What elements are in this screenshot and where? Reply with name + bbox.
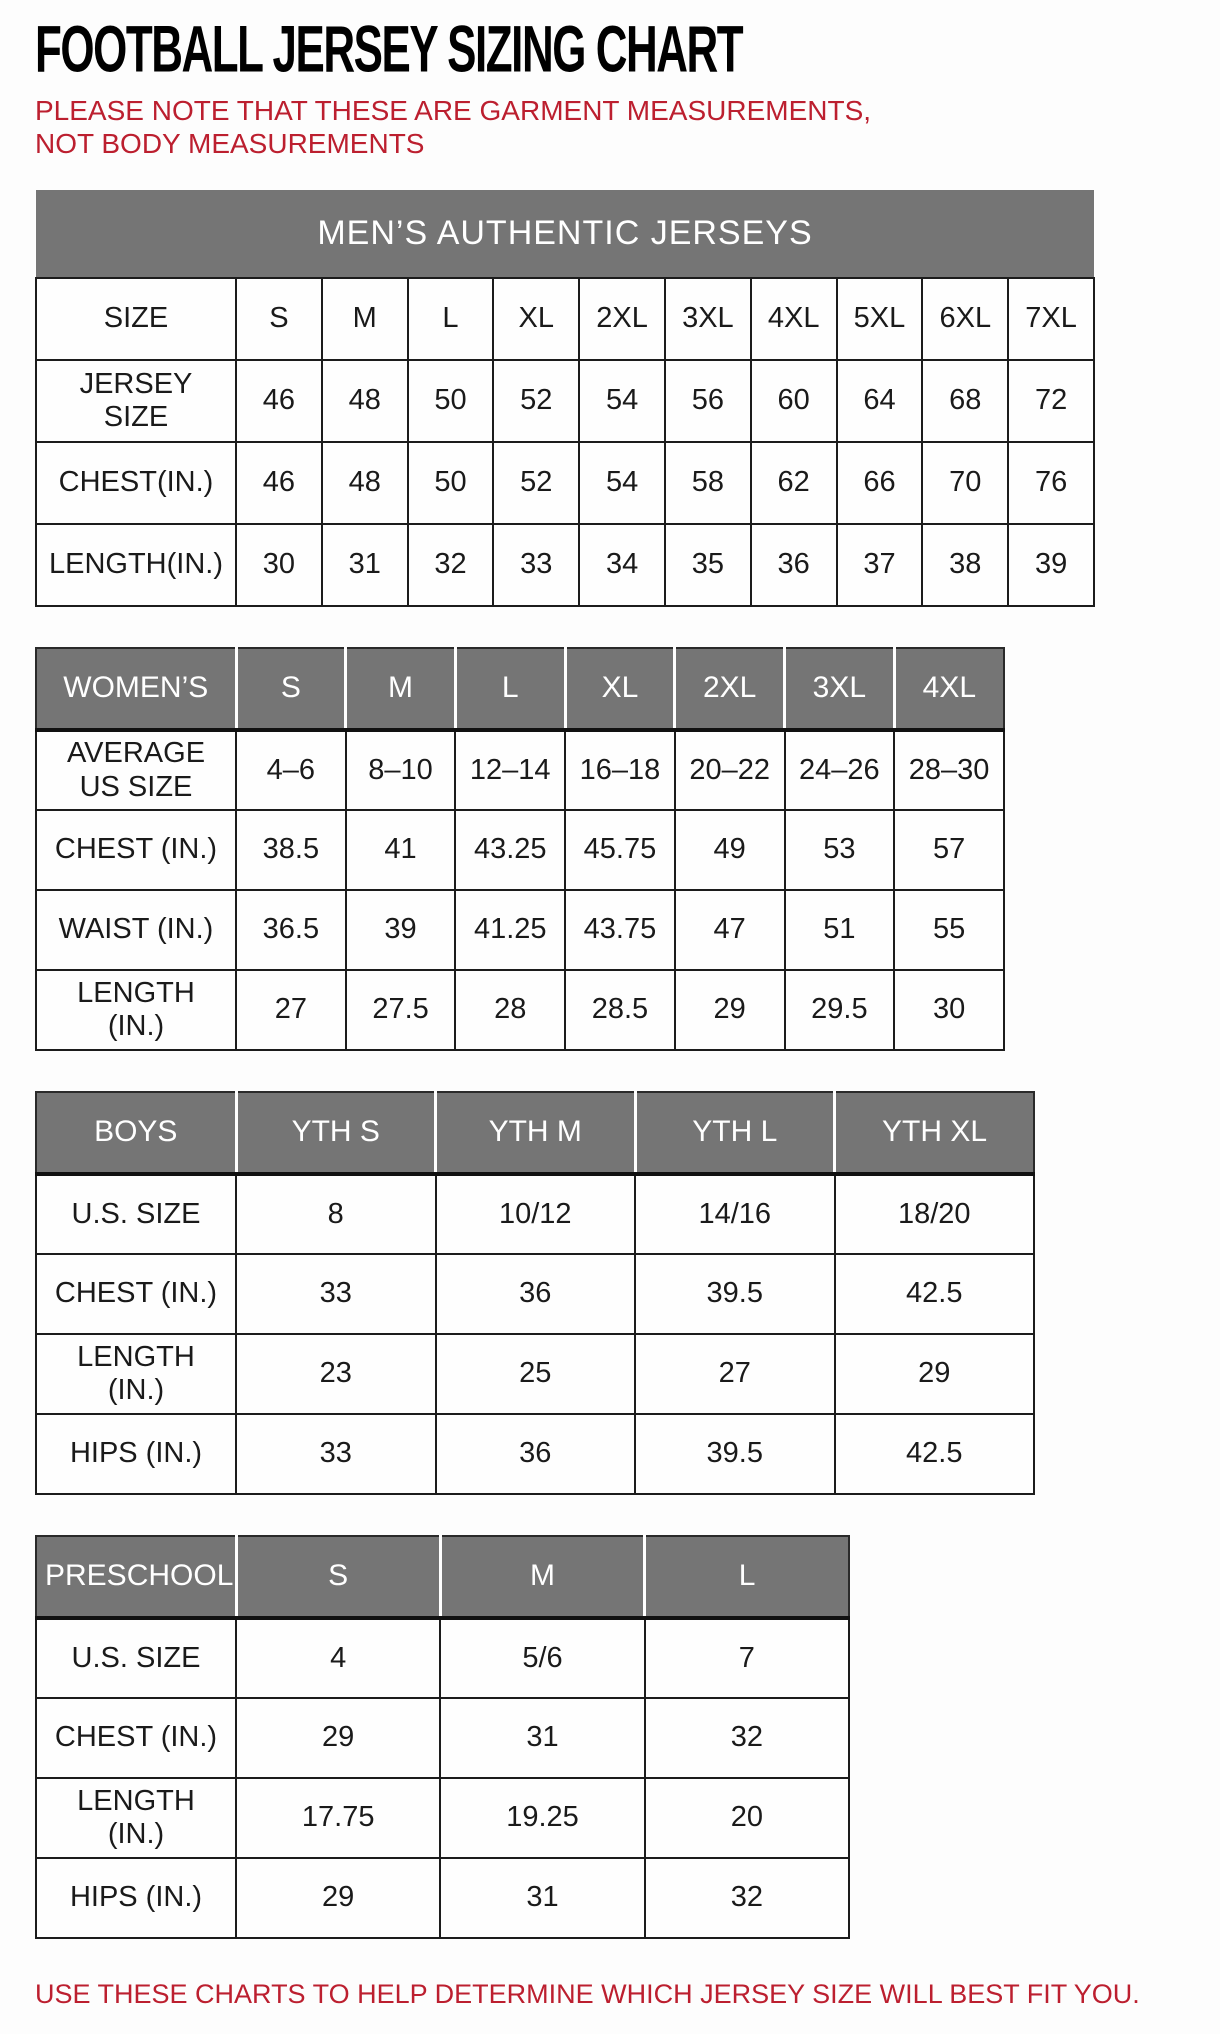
preschool-jerseys-table bbox=[35, 1535, 850, 1939]
measurement-value: 36 bbox=[436, 1254, 636, 1334]
measurement-value: 34 bbox=[579, 524, 665, 606]
measurement-value: 28–30 bbox=[894, 730, 1004, 810]
measurement-value: 48 bbox=[322, 442, 408, 524]
measurement-label: LENGTH (IN.) bbox=[36, 970, 236, 1050]
measurement-value: 8–10 bbox=[346, 730, 456, 810]
measurement-value: 39.5 bbox=[635, 1414, 835, 1494]
measurement-value: 68 bbox=[922, 360, 1008, 442]
header-row-label: BOYS bbox=[36, 1092, 236, 1174]
size-column-header: 3XL bbox=[665, 278, 751, 360]
measurement-value: 32 bbox=[408, 524, 494, 606]
measurement-row bbox=[36, 1698, 849, 1778]
measurement-value: 36 bbox=[436, 1414, 636, 1494]
measurement-value: 24–26 bbox=[785, 730, 895, 810]
measurement-value: 35 bbox=[665, 524, 751, 606]
measurement-value: 45.75 bbox=[565, 810, 675, 890]
measurement-label: LENGTH(IN.) bbox=[36, 524, 236, 606]
measurement-row bbox=[36, 970, 1004, 1050]
size-column-header: 5XL bbox=[837, 278, 923, 360]
measurement-value: 18/20 bbox=[835, 1174, 1035, 1254]
measurement-value: 31 bbox=[440, 1698, 644, 1778]
measurement-value: 36 bbox=[751, 524, 837, 606]
measurement-value: 30 bbox=[236, 524, 322, 606]
measurement-value: 27 bbox=[635, 1334, 835, 1414]
measurement-value: 7 bbox=[645, 1618, 849, 1698]
measurement-label: CHEST (IN.) bbox=[36, 1254, 236, 1334]
size-column-header: YTH S bbox=[236, 1092, 436, 1174]
measurement-value: 19.25 bbox=[440, 1778, 644, 1858]
measurement-value: 54 bbox=[579, 442, 665, 524]
measurement-value: 46 bbox=[236, 442, 322, 524]
size-column-header: M bbox=[440, 1536, 644, 1618]
measurement-value: 53 bbox=[785, 810, 895, 890]
measurement-value: 64 bbox=[837, 360, 923, 442]
measurement-label: AVERAGE US SIZE bbox=[36, 730, 236, 810]
measurement-label: JERSEY SIZE bbox=[36, 360, 236, 442]
size-column-header: 7XL bbox=[1008, 278, 1094, 360]
measurement-value: 43.25 bbox=[455, 810, 565, 890]
header-row-label: PRESCHOOL bbox=[36, 1536, 236, 1618]
measurement-value: 72 bbox=[1008, 360, 1094, 442]
measurement-row bbox=[36, 1858, 849, 1938]
measurement-row bbox=[36, 810, 1004, 890]
measurement-row bbox=[36, 890, 1004, 970]
measurement-value: 52 bbox=[493, 360, 579, 442]
measurement-value: 4–6 bbox=[236, 730, 346, 810]
size-column-header: YTH L bbox=[635, 1092, 835, 1174]
size-column-header: XL bbox=[493, 278, 579, 360]
measurement-value: 60 bbox=[751, 360, 837, 442]
measurement-label: LENGTH (IN.) bbox=[36, 1778, 236, 1858]
measurement-value: 32 bbox=[645, 1698, 849, 1778]
measurement-value: 28 bbox=[455, 970, 565, 1050]
measurement-value: 41 bbox=[346, 810, 456, 890]
measurement-row bbox=[36, 524, 1094, 606]
measurement-label: LENGTH (IN.) bbox=[36, 1334, 236, 1414]
table-banner: MEN’S AUTHENTIC JERSEYS bbox=[36, 190, 1094, 278]
size-column-header: XL bbox=[565, 648, 675, 730]
measurement-value: 62 bbox=[751, 442, 837, 524]
measurement-value: 39 bbox=[1008, 524, 1094, 606]
measurement-value: 56 bbox=[665, 360, 751, 442]
measurement-value: 4 bbox=[236, 1618, 440, 1698]
measurement-label: HIPS (IN.) bbox=[36, 1414, 236, 1494]
measurement-value: 14/16 bbox=[635, 1174, 835, 1254]
measurement-row bbox=[36, 360, 1094, 442]
measurement-value: 70 bbox=[922, 442, 1008, 524]
measurement-row bbox=[36, 1334, 1034, 1414]
measurement-label: CHEST(IN.) bbox=[36, 442, 236, 524]
measurement-value: 33 bbox=[493, 524, 579, 606]
size-column-header: 4XL bbox=[751, 278, 837, 360]
measurement-value: 66 bbox=[837, 442, 923, 524]
measurement-row bbox=[36, 1254, 1034, 1334]
measurement-value: 39 bbox=[346, 890, 456, 970]
measurement-value: 29 bbox=[675, 970, 785, 1050]
header-row-label: SIZE bbox=[36, 278, 236, 360]
measurement-row bbox=[36, 1414, 1034, 1494]
size-header-row bbox=[36, 648, 1004, 730]
measurement-value: 42.5 bbox=[835, 1414, 1035, 1494]
measurement-value: 52 bbox=[493, 442, 579, 524]
measurement-value: 48 bbox=[322, 360, 408, 442]
size-column-header: S bbox=[236, 1536, 440, 1618]
measurement-label: U.S. SIZE bbox=[36, 1174, 236, 1254]
measurement-value: 8 bbox=[236, 1174, 436, 1254]
measurement-value: 27.5 bbox=[346, 970, 456, 1050]
measurement-value: 42.5 bbox=[835, 1254, 1035, 1334]
measurement-value: 76 bbox=[1008, 442, 1094, 524]
header-row-label: WOMEN’S bbox=[36, 648, 236, 730]
measurement-value: 57 bbox=[894, 810, 1004, 890]
size-column-header: M bbox=[322, 278, 408, 360]
size-column-header: YTH M bbox=[436, 1092, 636, 1174]
measurement-value: 12–14 bbox=[455, 730, 565, 810]
measurement-value: 43.75 bbox=[565, 890, 675, 970]
size-column-header: 2XL bbox=[675, 648, 785, 730]
size-column-header: L bbox=[408, 278, 494, 360]
measurement-value: 33 bbox=[236, 1254, 436, 1334]
measurement-value: 27 bbox=[236, 970, 346, 1050]
mens-authentic-jerseys-table bbox=[35, 190, 1095, 607]
size-column-header: 2XL bbox=[579, 278, 665, 360]
size-header-row bbox=[36, 1092, 1034, 1174]
measurement-label: WAIST (IN.) bbox=[36, 890, 236, 970]
size-column-header: L bbox=[455, 648, 565, 730]
measurement-value: 51 bbox=[785, 890, 895, 970]
garment-measurement-note: PLEASE NOTE THAT THESE ARE GARMENT MEASUREMENTS, NOT BODY MEASUREMENTS bbox=[35, 95, 872, 160]
page-title: FOOTBALL JERSEY SIZING CHART bbox=[35, 12, 743, 86]
measurement-value: 17.75 bbox=[236, 1778, 440, 1858]
boys-jerseys-table bbox=[35, 1091, 1035, 1495]
measurement-value: 29 bbox=[835, 1334, 1035, 1414]
measurement-value: 30 bbox=[894, 970, 1004, 1050]
measurement-value: 5/6 bbox=[440, 1618, 644, 1698]
measurement-row bbox=[36, 442, 1094, 524]
size-column-header: 6XL bbox=[922, 278, 1008, 360]
size-column-header: S bbox=[236, 648, 346, 730]
measurement-value: 36.5 bbox=[236, 890, 346, 970]
measurement-value: 16–18 bbox=[565, 730, 675, 810]
size-column-header: YTH XL bbox=[835, 1092, 1035, 1174]
size-column-header: L bbox=[645, 1536, 849, 1618]
womens-jerseys-table bbox=[35, 647, 1005, 1051]
measurement-row bbox=[36, 730, 1004, 810]
measurement-value: 50 bbox=[408, 442, 494, 524]
measurement-value: 38 bbox=[922, 524, 1008, 606]
measurement-value: 33 bbox=[236, 1414, 436, 1494]
measurement-value: 29.5 bbox=[785, 970, 895, 1050]
measurement-value: 29 bbox=[236, 1698, 440, 1778]
measurement-value: 20–22 bbox=[675, 730, 785, 810]
size-column-header: 4XL bbox=[894, 648, 1004, 730]
measurement-value: 28.5 bbox=[565, 970, 675, 1050]
measurement-label: CHEST (IN.) bbox=[36, 1698, 236, 1778]
size-header-row bbox=[36, 1536, 849, 1618]
measurement-value: 29 bbox=[236, 1858, 440, 1938]
size-column-header: S bbox=[236, 278, 322, 360]
size-header-row bbox=[36, 278, 1094, 360]
measurement-row bbox=[36, 1174, 1034, 1254]
measurement-value: 38.5 bbox=[236, 810, 346, 890]
measurement-label: CHEST (IN.) bbox=[36, 810, 236, 890]
measurement-value: 10/12 bbox=[436, 1174, 636, 1254]
measurement-value: 46 bbox=[236, 360, 322, 442]
measurement-value: 37 bbox=[837, 524, 923, 606]
measurement-value: 31 bbox=[440, 1858, 644, 1938]
measurement-value: 47 bbox=[675, 890, 785, 970]
footer-note: USE THESE CHARTS TO HELP DETERMINE WHICH JERSEY SIZE WILL BEST FIT YOU. bbox=[35, 1979, 1140, 2010]
measurement-value: 55 bbox=[894, 890, 1004, 970]
size-column-header: 3XL bbox=[785, 648, 895, 730]
size-column-header: M bbox=[346, 648, 456, 730]
measurement-value: 25 bbox=[436, 1334, 636, 1414]
measurement-value: 20 bbox=[645, 1778, 849, 1858]
measurement-value: 49 bbox=[675, 810, 785, 890]
measurement-row bbox=[36, 1778, 849, 1858]
measurement-label: U.S. SIZE bbox=[36, 1618, 236, 1698]
measurement-value: 23 bbox=[236, 1334, 436, 1414]
measurement-value: 39.5 bbox=[635, 1254, 835, 1334]
measurement-value: 41.25 bbox=[455, 890, 565, 970]
measurement-value: 32 bbox=[645, 1858, 849, 1938]
measurement-row bbox=[36, 1618, 849, 1698]
measurement-label: HIPS (IN.) bbox=[36, 1858, 236, 1938]
measurement-value: 58 bbox=[665, 442, 751, 524]
measurement-value: 31 bbox=[322, 524, 408, 606]
measurement-value: 54 bbox=[579, 360, 665, 442]
measurement-value: 50 bbox=[408, 360, 494, 442]
